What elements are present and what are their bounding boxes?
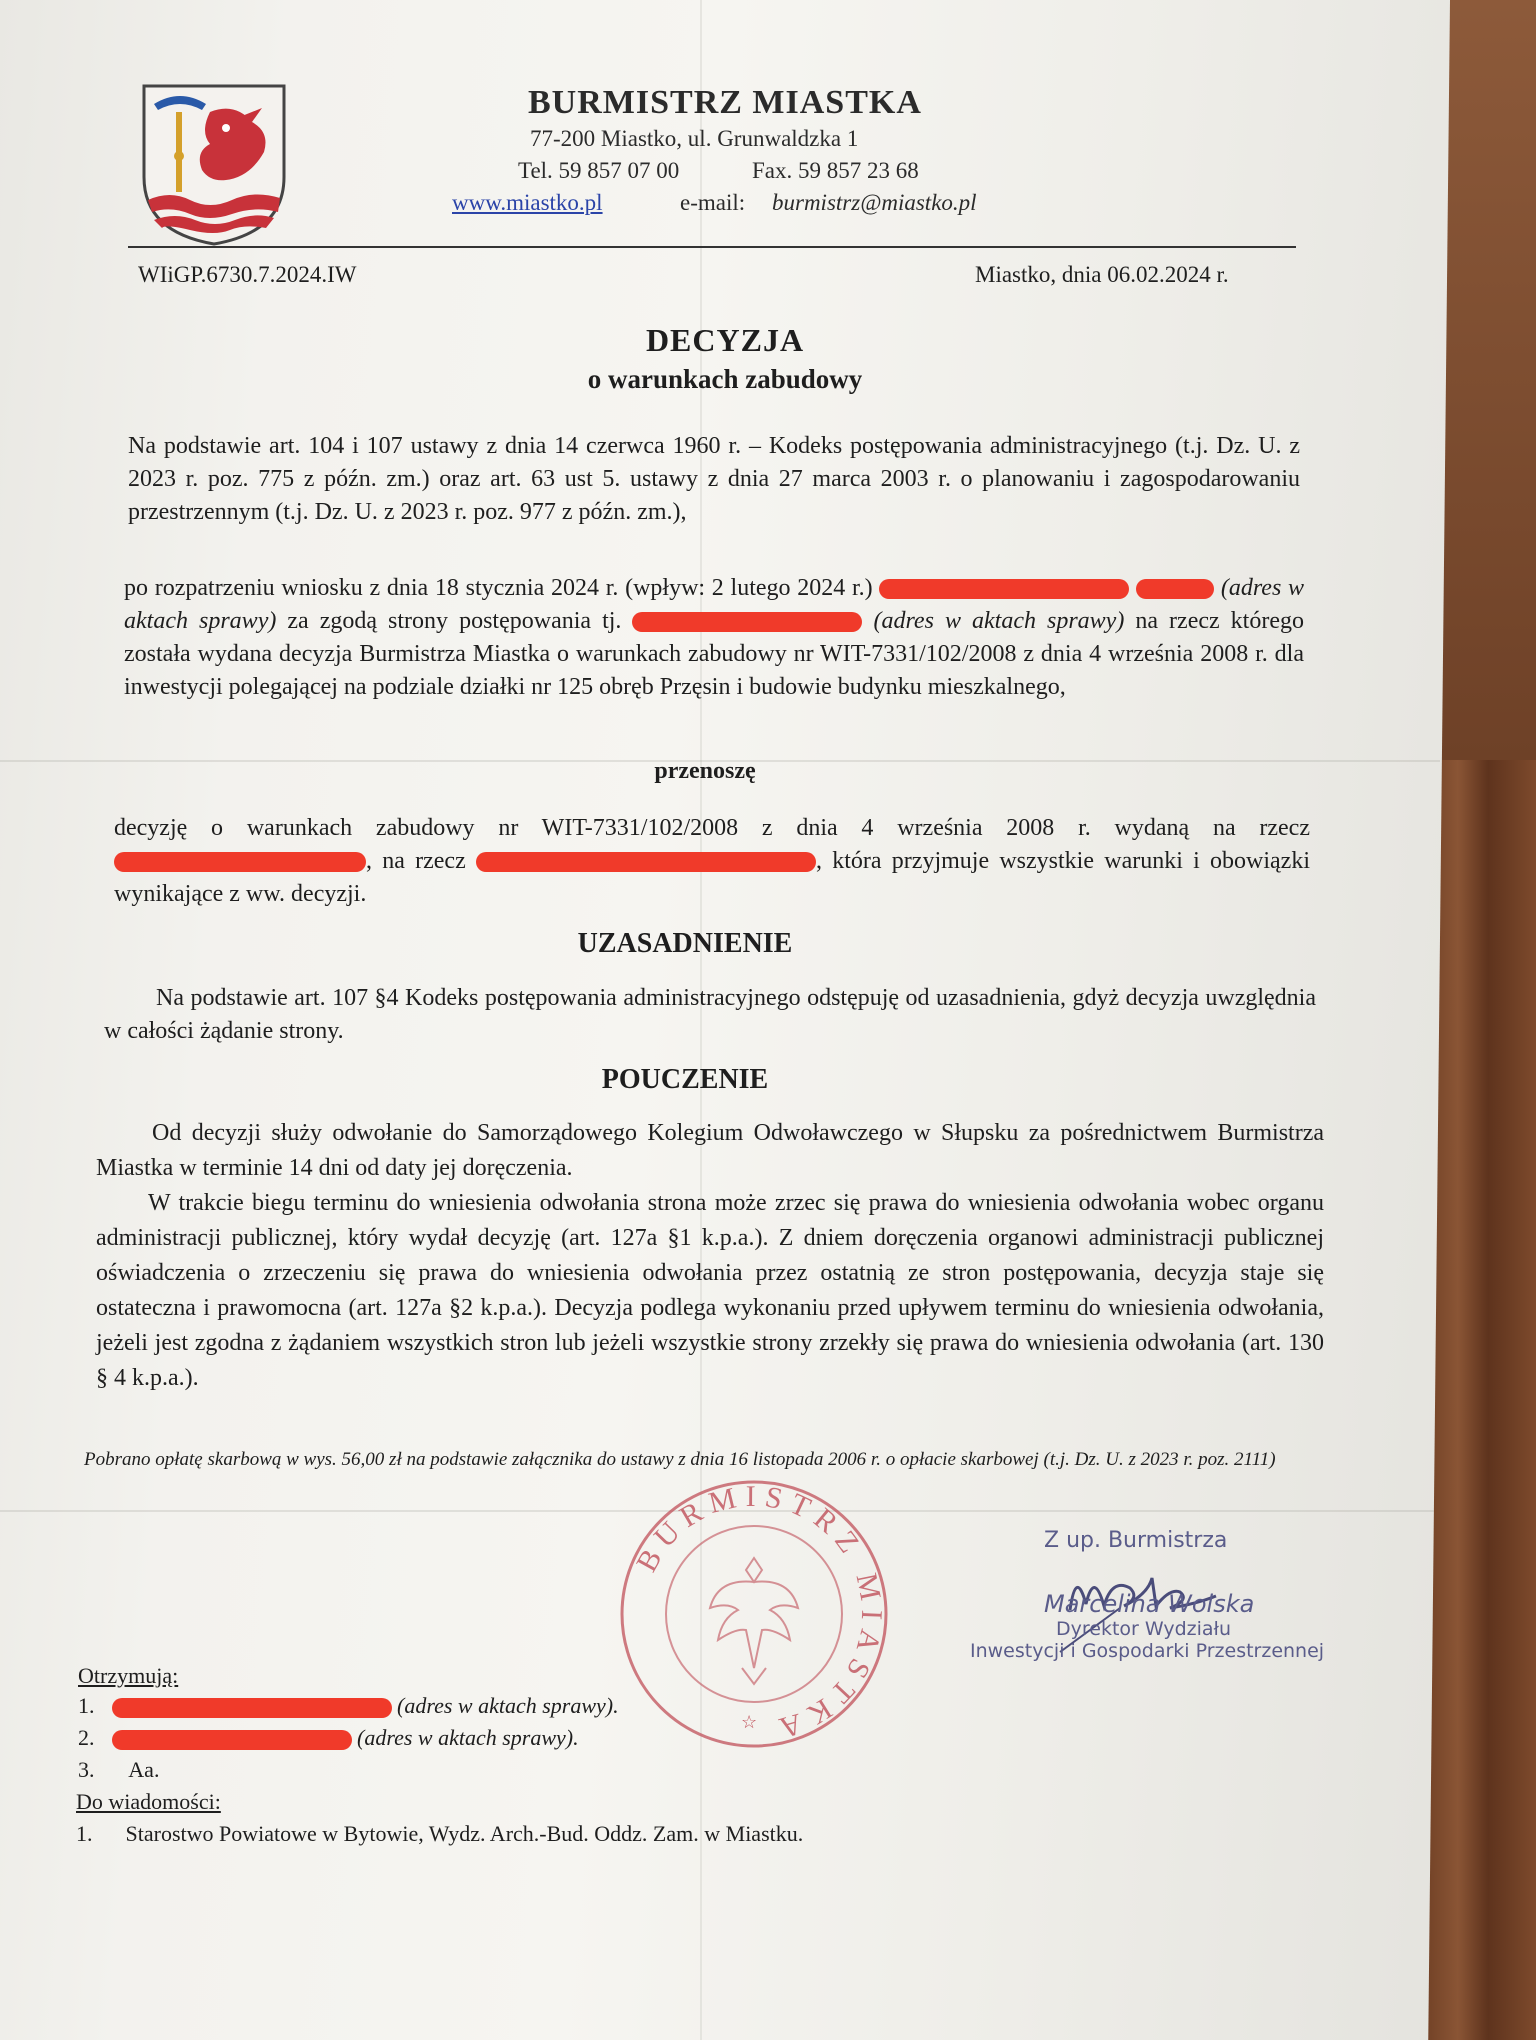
coat-of-arms-icon	[140, 82, 288, 247]
transfer-text: , która przyjmuje wszystkie warunki i obowiązki wynikające z ww. decyzji.	[114, 848, 1310, 907]
transfer-text: , na rzecz	[366, 848, 466, 874]
instruction-text: Od decyzji służy odwołanie do Samorządowego Kolegium Odwoławczego w Słupsku za pośrednictwem Burmistrza Miastka w terminie 14 dni od daty jej doręczenia.	[96, 1120, 1324, 1181]
address-note: w aktach sprawy)	[944, 608, 1125, 634]
star-icon: ☆	[741, 1712, 758, 1732]
redaction-mark	[112, 1698, 392, 1718]
recipients-title: Otrzymują:	[78, 1663, 179, 1688]
case-reference: WIiGP.6730.7.2024.IW	[138, 262, 357, 287]
info-recipient-text: Starostwo Powiatowe w Bytowie, Wydz. Arch.-Bud. Oddz. Zam. w Miastku.	[125, 1821, 804, 1846]
consideration-text: na rzecz którego została wydana decyzja Burmistrza Miastka o warunkach zabudowy nr WIT-7331/102/2008 z dnia 4 września 2008 r. dla inwestycji polegającej na podziale działki nr 125 obręb Przęsin i budowie budynku mieszkalnego,	[124, 608, 1304, 700]
redaction-mark	[114, 852, 366, 872]
redaction-mark	[1136, 579, 1214, 599]
address-note: (adres	[873, 608, 934, 634]
header-divider	[128, 246, 1296, 248]
instruction-text: W trakcie biegu terminu do wniesienia odwołania strona może zrzec się prawa do wniesienia odwołania wobec organu administracji publicznej, który wydał decyzję (art. 127a §1 k.p.a.). Z dniem doręczenia organowi administracji publicznej oświadczenia o zrzeczeniu się prawa do wniesienia odwołania przez ostatnią ze stron postępowania, decyzja staje się ostateczna i prawomocna (art. 127a §2 k.p.a.). Decyzja podlega wykonaniu przed upływem terminu do wniesienia odwołania, jeżeli jest zgodna z żądaniem wszystkich stron lub jeżeli wszystkie strony zrzekły się prawa do wniesienia odwołania (art. 130 § 4 k.p.a.).	[96, 1190, 1324, 1391]
stamp-text: BURMISTRZ MIASTKA	[630, 1479, 889, 1747]
issuer-website-link[interactable]: www.miastko.pl	[452, 190, 603, 215]
recipient-number: 1.	[78, 1693, 95, 1718]
instruction-title: POUCZENIE	[601, 1064, 769, 1095]
recipient-text: Aa.	[128, 1757, 160, 1782]
signatory-department: Inwestycji i Gospodarki Przestrzennej	[970, 1640, 1325, 1662]
recipient-row	[78, 1754, 159, 1786]
issuer-email-label: e-mail:	[680, 190, 746, 215]
place-date: Miastko, dnia 06.02.2024 r.	[975, 262, 1229, 287]
recipient-number: 3.	[78, 1757, 95, 1782]
issuer-email[interactable]: burmistrz@miastko.pl	[772, 190, 977, 215]
decision-title: DECYZJA	[645, 322, 805, 358]
consideration-text: po rozpatrzeniu wniosku z dnia 18 stycznia 2024 r. (wpływ: 2 lutego 2024 r.)	[124, 575, 873, 601]
transfer-text: decyzję o warunkach zabudowy nr WIT-7331/102/2008 z dnia 4 września 2008 r. wydaną na rzecz	[114, 815, 1310, 841]
decision-subtitle: o warunkach zabudowy	[587, 364, 863, 394]
fee-note: Pobrano opłatę skarbową w wys. 56,00 zł na podstawie załącznika do ustawy z dnia 16 listopada 2006 r. o opłacie skarbowej (t.j. Dz. U. z 2023 r. poz. 2111)	[84, 1449, 1276, 1470]
justification-title: UZASADNIENIE	[577, 928, 793, 959]
address-note: (adres w aktach sprawy)	[124, 575, 1305, 634]
issuer-phone: Tel. 59 857 07 00	[518, 158, 680, 183]
legal-basis-paragraph: Na podstawie art. 104 i 107 ustawy z dnia 14 czerwca 1960 r. – Kodeks postępowania administracyjnego (t.j. Dz. U. z 2023 r. poz. 775 z późn. zm.) oraz art. 63 ust 5. ustawy z dnia 27 marca 2003 r. o planowaniu i zagospodarowaniu przestrzennym (t.j. Dz. U. z 2023 r. poz. 977 z późn. zm.),	[128, 433, 1300, 525]
recipient-address-note: (adres w aktach sprawy).	[357, 1725, 579, 1750]
issuer-address: 77-200 Miastko, ul. Grunwaldzka 1	[530, 126, 859, 151]
info-recipient-number: 1.	[76, 1821, 93, 1846]
transfer-paragraph	[114, 812, 1310, 911]
signatory-name: Marcelina Wolska	[1044, 1590, 1255, 1618]
recipient-number: 2.	[78, 1725, 95, 1750]
redaction-mark	[476, 852, 816, 872]
instruction-paragraphs	[96, 1116, 1324, 1396]
issuer-fax: Fax. 59 857 23 68	[752, 158, 919, 183]
info-recipients-title: Do wiadomości:	[76, 1789, 221, 1814]
consent-text: za zgodą strony postępowania tj.	[287, 608, 622, 634]
signatory-role: Dyrektor Wydziału	[1056, 1618, 1231, 1640]
signature-authority: Z up. Burmistrza	[1044, 1528, 1228, 1553]
operative-verb: przenoszę	[654, 758, 756, 784]
justification-text: Na podstawie art. 107 §4 Kodeks postępowania administracyjnego odstępuję od uzasadnienia, gdyż decyzja uwzględnia w całości żądanie strony.	[104, 985, 1316, 1044]
recipient-address-note: (adres w aktach sprawy).	[397, 1693, 619, 1718]
info-recipient-row	[76, 1818, 803, 1850]
recipient-row	[78, 1690, 778, 1722]
recipient-row	[78, 1722, 778, 1754]
consideration-paragraph	[124, 572, 1304, 704]
redaction-mark	[879, 579, 1129, 599]
redaction-mark	[112, 1730, 352, 1750]
issuer-title: BURMISTRZ MIASTKA	[528, 84, 922, 121]
redaction-mark	[632, 612, 862, 632]
